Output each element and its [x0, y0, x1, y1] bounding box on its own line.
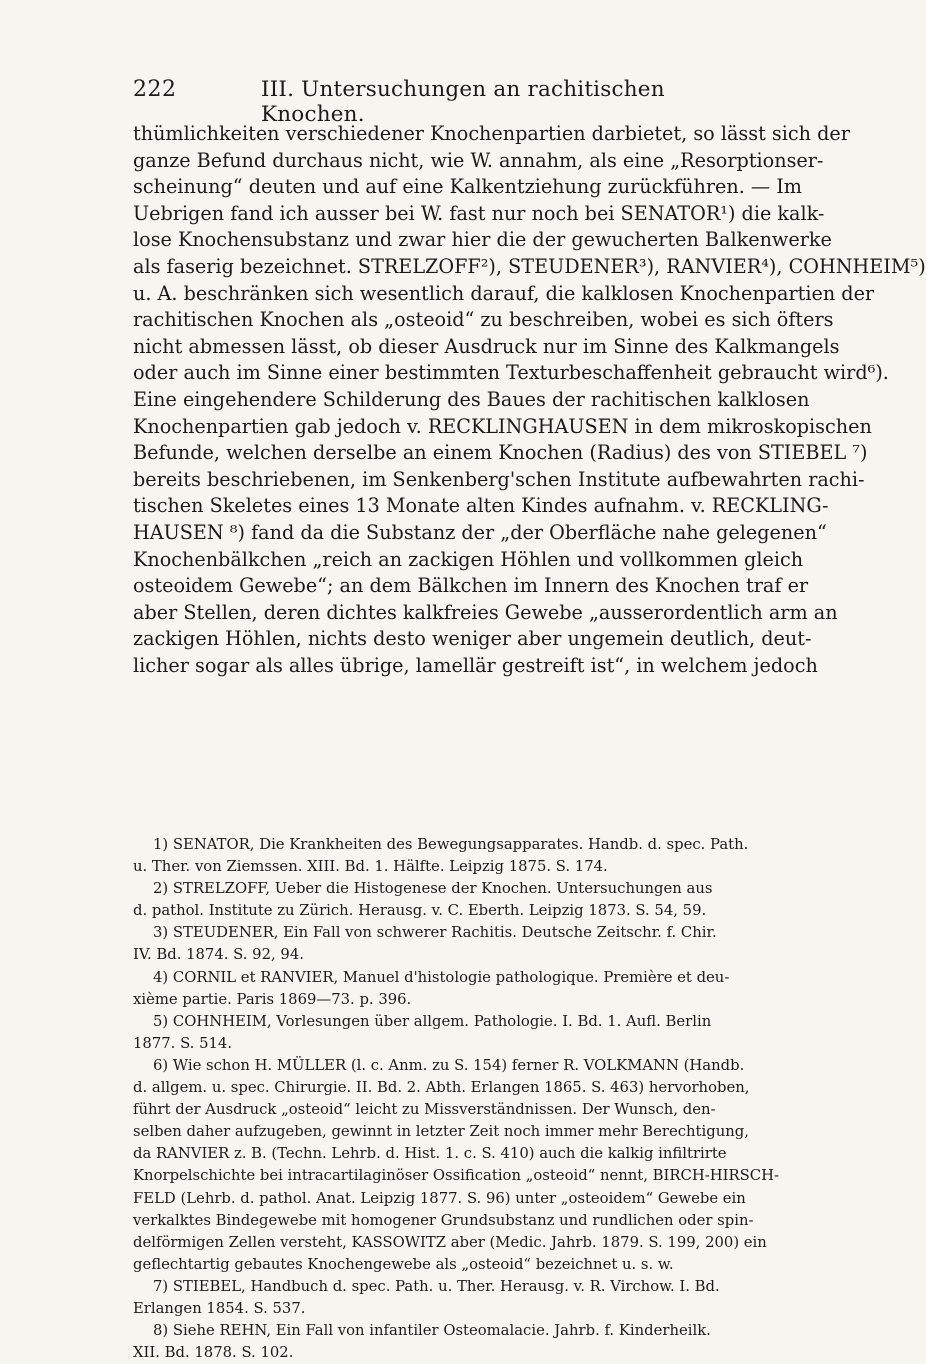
- footnote-line: 5) COHNHEIM, Vorlesungen über allgem. Pathologie. I. Bd. 1. Aufl. Berlin: [153, 1012, 712, 1030]
- text-line: bereits beschriebenen, im Senkenberg'schen Institute aufbewahrten rachi-: [133, 467, 865, 491]
- footnote-line: XII. Bd. 1878. S. 102.: [133, 1344, 294, 1362]
- text-line: ganze Befund durchaus nicht, wie W. annahm, als eine „Resorptionser-: [133, 148, 824, 172]
- footnote-line: Erlangen 1854. S. 537.: [133, 1299, 306, 1317]
- text-line: thümlichkeiten verschiedener Knochenpartien darbietet, so lässt sich der: [133, 122, 850, 145]
- footnote-line: da RANVIER z. B. (Techn. Lehrb. d. Hist. 1. c. S. 410) auch die kalkig infiltrirte: [133, 1145, 727, 1163]
- text-line: u. A. beschränken sich wesentlich darauf, die kalklosen Knochenpartien der: [133, 281, 875, 305]
- text-line: als faserig bezeichnet. STRELZOFF²), STEUDENER³), RANVIER⁴), COHNHEIM⁵): [133, 254, 926, 278]
- text-line: HAUSEN ⁸) fand da die Substanz der „der Oberfläche nahe gelegenen“: [133, 520, 827, 544]
- text-line: Eine eingehendere Schilderung des Baues der rachitischen kalklosen: [133, 387, 810, 411]
- footnote-line: führt der Ausdruck „osteoid“ leicht zu Missverständnissen. Der Wunsch, den-: [133, 1101, 716, 1119]
- footnote-line: 8) Siehe REHN, Ein Fall von infantiler Osteomalacie. Jahrb. f. Kinderheilk.: [153, 1322, 711, 1340]
- text-line: zackigen Höhlen, nichts desto weniger aber ungemein deutlich, deut-: [133, 627, 812, 651]
- footnote-line: 2) STRELZOFF, Ueber die Histogenese der Knochen. Untersuchungen aus: [153, 880, 713, 898]
- text-line: Uebrigen fand ich ausser bei W. fast nur noch bei SENATOR¹) die kalk-: [133, 201, 825, 225]
- text-line: licher sogar als alles übrige, lamellär gestreift ist“, in welchem jedoch: [133, 653, 818, 677]
- footnote-line: delförmigen Zellen versteht, KASSOWITZ aber (Medic. Jahrb. 1879. S. 199, 200) ein: [133, 1233, 767, 1251]
- text-line: rachitischen Knochen als „osteoid“ zu beschreiben, wobei es sich öfters: [133, 308, 834, 332]
- footnote-line: geflechtartig gebautes Knochengewebe als „osteoid“ bezeichnet u. s. w.: [133, 1255, 674, 1273]
- footnote-line: d. pathol. Institute zu Zürich. Herausg. v. C. Eberth. Leipzig 1873. S. 54, 59.: [133, 902, 707, 920]
- footnote-line: 4) CORNIL et RANVIER, Manuel d'histologie pathologique. Première et deu-: [153, 968, 730, 986]
- footnote-line: 6) Wie schon H. MÜLLER (l. c. Anm. zu S. 154) ferner R. VOLKMANN (Handb.: [153, 1056, 745, 1074]
- footnote-line: u. Ther. von Ziemssen. XIII. Bd. 1. Hälfte. Leipzig 1875. S. 174.: [133, 858, 608, 876]
- footnote-line: 3) STEUDENER, Ein Fall von schwerer Rachitis. Deutsche Zeitschr. f. Chir.: [153, 924, 717, 942]
- text-line: aber Stellen, deren dichtes kalkfreies Gewebe „ausserordentlich arm an: [133, 600, 838, 624]
- text-line: Knochenbälkchen „reich an zackigen Höhlen und vollkommen gleich: [133, 547, 804, 571]
- text-line: tischen Skeletes eines 13 Monate alten Kindes aufnahm. v. RECKLING-: [133, 494, 829, 518]
- text-line: nicht abmessen lässt, ob dieser Ausdruck nur im Sinne des Kalkmangels: [133, 334, 840, 358]
- text-line: lose Knochensubstanz und zwar hier die der gewucherten Balkenwerke: [133, 228, 832, 252]
- footnote-line: 1877. S. 514.: [133, 1034, 233, 1052]
- footnote-line: FELD (Lehrb. d. pathol. Anat. Leipzig 1877. S. 96) unter „osteoidem“ Gewebe ein: [133, 1189, 746, 1207]
- footnote-line: 1) SENATOR, Die Krankheiten des Bewegungsapparates. Handb. d. spec. Path.: [153, 836, 749, 853]
- running-title: III. Untersuchungen an rachitischen Knochen.: [261, 77, 665, 127]
- text-line: oder auch im Sinne einer bestimmten Texturbeschaffenheit gebraucht wird⁶).: [133, 361, 889, 385]
- footnote-line: selben daher aufzugeben, gewinnt in letzter Zeit noch immer mehr Berechtigung,: [133, 1123, 749, 1141]
- main-text: [133, 121, 926, 679]
- footnote-line: verkalktes Bindegewebe mit homogener Grundsubstanz und rundlichen oder spin-: [133, 1211, 754, 1229]
- text-line: scheinung“ deuten und auf eine Kalkentziehung zurückführen. — Im: [133, 175, 802, 199]
- page-header: [133, 77, 693, 127]
- footnote-line: Knorpelschichte bei intracartilaginöser Ossification „osteoid“ nennt, BIRCH-HIRSCH-: [133, 1167, 779, 1185]
- text-line: Befunde, welchen derselbe an einem Knochen (Radius) des von STIEBEL ⁷): [133, 441, 868, 465]
- footnote-line: xième partie. Paris 1869—73. p. 396.: [133, 990, 412, 1008]
- text-line: Knochenpartien gab jedoch v. RECKLINGHAUSEN in dem mikroskopischen: [133, 414, 872, 438]
- footnotes: [133, 834, 779, 1364]
- footnote-line: d. allgem. u. spec. Chirurgie. II. Bd. 2. Abth. Erlangen 1865. S. 463) hervorhoben,: [133, 1079, 750, 1097]
- page-number: 222: [133, 77, 177, 102]
- text-line: osteoidem Gewebe“; an dem Bälkchen im Innern des Knochen traf er: [133, 574, 809, 598]
- footnote-line: 7) STIEBEL, Handbuch d. spec. Path. u. Ther. Herausg. v. R. Virchow. I. Bd.: [153, 1277, 720, 1295]
- footnote-line: IV. Bd. 1874. S. 92, 94.: [133, 946, 304, 964]
